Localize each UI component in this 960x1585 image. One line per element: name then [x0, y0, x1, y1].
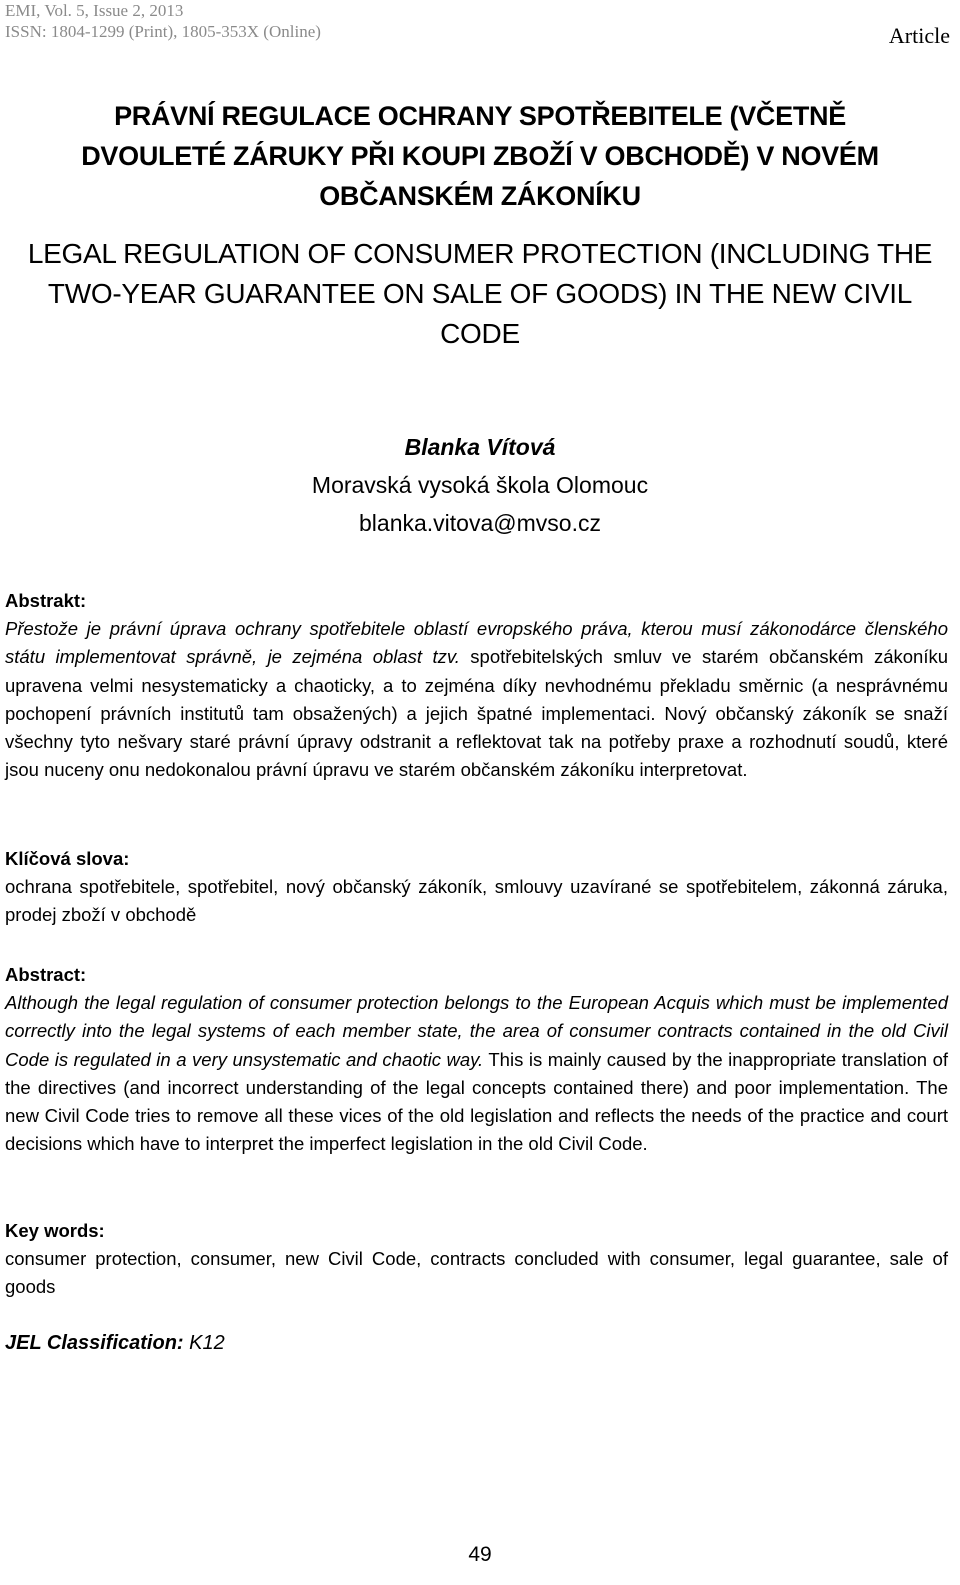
author-institution: Moravská vysoká škola Olomouc — [311, 472, 649, 498]
english-title-line-1: LEGAL REGULATION OF CONSUMER PROTECTION (INCLUDING THE — [27, 238, 933, 269]
english-keywords-section — [5, 1217, 948, 1302]
czech-abstract-body-normal: spotřebitelských smluv ve starém občanském zákoníku upravena velmi nesystematicky a chaoticky, a to zejména díky nevhodnému překladu směrnic (a nesprávnému pochopení právních institutů tam obsažených) a jejich špatné implementaci. Nový občanský zákoník se snaží všechny tyto nešvary staré právní úpravy odstranit a reflektovat tak na potřeby praxe a rozhodnutí soudů, které jsou nuceny onu nedokonalou právní úpravu ve starém občanském zákoníku interpretovat. — [5, 646, 948, 781]
author-name: Blanka Vítová — [404, 434, 556, 460]
article-label: Article — [888, 23, 950, 48]
czech-abstract-body — [5, 615, 948, 784]
english-title-line-3: CODE — [440, 318, 520, 349]
journal-header — [5, 0, 321, 42]
english-abstract-body-italic: Although the legal regulation of consumer protection belongs to the European Acquis which must be implemented correctly into the legal systems of each member state, the area of consumer contracts contained in the old Civil Code is regulated in a very unsystematic and chaotic way. — [5, 992, 948, 1070]
english-abstract-heading: Abstract: — [5, 964, 87, 985]
author-email-link[interactable]: blanka.vitova@mvso.cz — [359, 510, 601, 536]
jel-value: K12 — [189, 1332, 225, 1354]
czech-keywords-heading: Klíčová slova: — [5, 848, 130, 869]
czech-abstract-heading: Abstrakt: — [5, 590, 87, 611]
czech-title-line-3: OBČANSKÉM ZÁKONÍKU — [319, 181, 641, 211]
english-abstract-body — [5, 989, 948, 1158]
czech-title — [30, 96, 930, 216]
czech-abstract-body-italic: Přestože je právní úprava ochrany spotřebitele oblastí evropského práva, kterou musí zákonodárce členského státu implementovat správně, je zejména oblast tzv. — [5, 618, 948, 668]
english-keywords-body: consumer protection, consumer, new Civil Code, contracts concluded with consumer, legal guarantee, sale of goods — [5, 1248, 948, 1298]
author-block — [0, 428, 960, 542]
issn-line: ISSN: 1804-1299 (Print), 1805-353X (Online) — [5, 22, 321, 41]
journal-line: EMI, Vol. 5, Issue 2, 2013 — [5, 1, 184, 20]
jel-classification — [5, 1332, 225, 1355]
english-title — [20, 234, 940, 354]
jel-heading: JEL Classification: — [5, 1332, 184, 1354]
page-number: 49 — [468, 1543, 492, 1566]
english-title-line-2: TWO-YEAR GUARANTEE ON SALE OF GOODS) IN THE NEW CIVIL — [47, 278, 913, 309]
czech-keywords-section — [5, 845, 948, 930]
czech-title-line-1: PRÁVNÍ REGULACE OCHRANY SPOTŘEBITELE (VČETNĚ — [114, 101, 846, 131]
czech-abstract-section — [5, 587, 948, 784]
english-abstract-section — [5, 961, 948, 1158]
czech-keywords-body: ochrana spotřebitele, spotřebitel, nový občanský zákoník, smlouvy uzavírané se spotřebitelem, zákonná záruka, prodej zboží v obchodě — [5, 876, 948, 926]
english-abstract-body-normal: This is mainly caused by the inappropriate translation of the directives (and incorrect understanding of the legal concepts contained there) and poor implementation. The new Civil Code tries to remove all these vices of the old legislation and reflects the needs of the practice and court decisions which have to interpret the imperfect legislation in the old Civil Code. — [5, 1048, 949, 1155]
czech-title-line-2: DVOULETÉ ZÁRUKY PŘI KOUPI ZBOŽÍ V OBCHODĚ) V NOVÉM — [81, 141, 879, 171]
english-keywords-heading: Key words: — [5, 1220, 105, 1241]
